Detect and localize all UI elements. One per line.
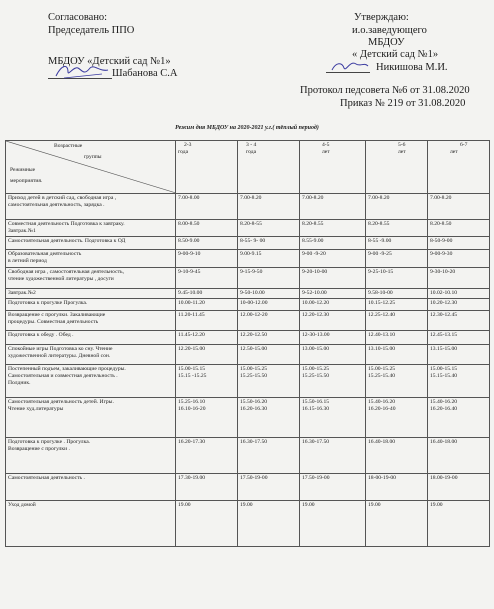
time-cell: 19.00 [238, 501, 300, 547]
time-cell: 15.50-16.15 16.15-16.30 [300, 398, 366, 438]
time-cell: 10.20-12.30 [428, 299, 490, 311]
activity-cell: Приход детей в детский сад, свободная игра , самостоятельная деятельность, зарядка . [6, 194, 176, 220]
activity-cell: Самостоятельная деятельность детей. Игры. Чтение худ.литературы [6, 398, 176, 438]
activity-cell: Подготовка к прогулке . Прогулка. Возвращение с прогулки . [6, 438, 176, 474]
left-org-name: МБДОУ «Детский сад №1» [48, 56, 171, 67]
time-cell: 12-30-13.00 [300, 331, 366, 345]
time-cell: 15.00-15.15 15.15 -15.25 [176, 365, 238, 398]
schedule-table [5, 140, 490, 547]
time-cell: 16.20-17.30 [176, 438, 238, 474]
time-cell: 10.15-12.25 [366, 299, 428, 311]
time-cell: 15.00-15.25 15.25-15.40 [366, 365, 428, 398]
time-cell: 7.00-8.20 [238, 194, 300, 220]
order-number: Приказ № 219 от 31.08.2020 [340, 98, 466, 109]
group-header-3: 4-5 лет [300, 141, 366, 194]
activity-cell: Подготовка к обеду . Обед . [6, 331, 176, 345]
time-cell: 19.00 [428, 501, 490, 547]
time-cell: 13.15-15.00 [428, 345, 490, 365]
time-cell: 7.00-8.20 [428, 194, 490, 220]
time-cell: 15.00-15.15 15.15-15.40 [428, 365, 490, 398]
time-cell: 10.00-12.20 [300, 299, 366, 311]
time-cell: 16.30-17.50 [300, 438, 366, 474]
time-cell: 13.10-15.00 [366, 345, 428, 365]
table-row [6, 299, 490, 311]
time-cell: 8.50-9.00 [176, 237, 238, 250]
time-cell: 15.00-15.25 15.25-15.50 [238, 365, 300, 398]
table-row [6, 365, 490, 398]
time-cell: 16.40-18.00 [428, 438, 490, 474]
time-cell: 19.00 [176, 501, 238, 547]
time-cell: 15.50-16.20 16.20-16.30 [238, 398, 300, 438]
table-row [6, 438, 490, 474]
corner-events-label: мероприятия. [10, 178, 43, 184]
time-cell: 12.50-15.00 [238, 345, 300, 365]
time-cell: 8-55 -9.00 [366, 237, 428, 250]
time-cell: 16.40-18.00 [366, 438, 428, 474]
table-row [6, 237, 490, 250]
group-header-4: 5-6 лет [366, 141, 428, 194]
time-cell: 12.20-12.30 [300, 311, 366, 331]
table-row [6, 345, 490, 365]
table-row [6, 474, 490, 501]
corner-header-cell [6, 141, 176, 194]
activity-cell: Подготовка к прогулке Прогулка. [6, 299, 176, 311]
time-cell: 8.20-8.55 [300, 220, 366, 237]
time-cell: 9-30-10-20 [428, 268, 490, 289]
table-row [6, 289, 490, 299]
activity-cell: Возвращение с прогулки. Закаливающие процедуры. Совместная деятельность [6, 311, 176, 331]
time-cell: 8.20-8-55 [238, 220, 300, 237]
time-cell: 12.20-12.50 [238, 331, 300, 345]
time-cell: 17.50-19-00 [238, 474, 300, 501]
time-cell: 19.00 [366, 501, 428, 547]
time-cell: 10-00-12.00 [238, 299, 300, 311]
time-cell: 12.30-12.45 [428, 311, 490, 331]
table-row [6, 268, 490, 289]
table-row [6, 398, 490, 438]
group-header-1: 2-3 года [176, 141, 238, 194]
time-cell: 9-20-10-00 [300, 268, 366, 289]
right-org-abbrev: МБДОУ [368, 37, 405, 48]
time-cell: 9.58-10-00 [366, 289, 428, 299]
time-cell: 12.20-15.00 [176, 345, 238, 365]
table-header-row [6, 141, 490, 194]
time-cell: 9-50-10.00 [238, 289, 300, 299]
corner-groups-label: группы [84, 154, 102, 160]
time-cell: 9-00 -9-25 [366, 250, 428, 268]
acting-head-title: и.о.заведующего [352, 25, 427, 36]
corner-age-label: Возрастные [54, 143, 83, 149]
table-row [6, 501, 490, 547]
time-cell: 9-52-10.00 [300, 289, 366, 299]
time-cell: 9.00-9.15 [238, 250, 300, 268]
time-cell: 9.45-10.00 [176, 289, 238, 299]
table-row [6, 250, 490, 268]
time-cell: 8.55-9.00 [300, 237, 366, 250]
activity-cell: Самостоятельная деятельность. Подготовка к ОД [6, 237, 176, 250]
time-cell: 19.00 [300, 501, 366, 547]
activity-cell: Постепенный подъем, закаливающие процедуры. Самостоятельная и совместная деятельность . Полдник. [6, 365, 176, 398]
time-cell: 15.40-16.20 16.20-16-40 [366, 398, 428, 438]
time-cell: 13.00-15.00 [300, 345, 366, 365]
time-cell: 7.00-8.20 [300, 194, 366, 220]
acting-head-name: Никишова М.И. [376, 62, 448, 73]
time-cell: 17.50-19-00 [300, 474, 366, 501]
time-cell: 7.00-8.00 [176, 194, 238, 220]
approval-label: Согласовано: [48, 12, 108, 23]
time-cell: 9-00 -9-20 [300, 250, 366, 268]
right-signature-scrawl [330, 58, 370, 74]
document-title: Режим дня МБДОУ на 2020-2021 у.г.( тёплый период) [175, 125, 319, 131]
activity-cell: Свободная игра , самостоятельная деятельность, чтение художественной литературы , досуги [6, 268, 176, 289]
time-cell: 9-15-9-50 [238, 268, 300, 289]
time-cell: 10.00-11.20 [176, 299, 238, 311]
activity-cell: Спокойные игры Подготовка ко сну. Чтение художественной литературы. Дневной сон. [6, 345, 176, 365]
activity-cell: Образовательная деятельность в летний период [6, 250, 176, 268]
time-cell: 12.40-13.10 [366, 331, 428, 345]
approve-label: Утверждаю: [354, 12, 409, 23]
left-signature-scrawl [54, 62, 112, 80]
time-cell: 7.00-8.20 [366, 194, 428, 220]
time-cell: 9-25-10-15 [366, 268, 428, 289]
time-cell: 8.20-8.50 [428, 220, 490, 237]
time-cell: 15.25-16.10 16.10-16-20 [176, 398, 238, 438]
time-cell: 18-00-19-00 [366, 474, 428, 501]
time-cell: 11.45-12.20 [176, 331, 238, 345]
activity-cell: Завтрак.№2 [6, 289, 176, 299]
time-cell: 9-00-9-30 [428, 250, 490, 268]
time-cell: 17.30-19.00 [176, 474, 238, 501]
group-header-5: 6-7 лет [428, 141, 490, 194]
group-header-2: 3 - 4 года [238, 141, 300, 194]
time-cell: 12.00-12-20 [238, 311, 300, 331]
activity-cell: Самостоятельная деятельность . [6, 474, 176, 501]
right-org-name: « Детский сад №1» [352, 49, 439, 60]
union-chair-title: Председатель ППО [48, 25, 135, 36]
council-protocol: Протокол педсовета №6 от 31.08.2020 [300, 85, 470, 96]
time-cell: 8.00-8.50 [176, 220, 238, 237]
time-cell: 16.30-17.50 [238, 438, 300, 474]
time-cell: 8-55- 9- 00 [238, 237, 300, 250]
corner-mode-label: Режимные [10, 167, 36, 173]
time-cell: 12.45-13.15 [428, 331, 490, 345]
time-cell: 18.00-19-00 [428, 474, 490, 501]
time-cell: 9-00-9-10 [176, 250, 238, 268]
time-cell: 10.02-10.10 [428, 289, 490, 299]
time-cell: 8-50-9-00 [428, 237, 490, 250]
time-cell: 9-10-9-45 [176, 268, 238, 289]
activity-cell: Уход домой [6, 501, 176, 547]
union-chair-name: Шабанова С.А [112, 68, 178, 79]
table-row [6, 220, 490, 237]
time-cell: 8.20-8.55 [366, 220, 428, 237]
time-cell: 15.00-15.25 15.25-15.50 [300, 365, 366, 398]
table-row [6, 311, 490, 331]
time-cell: 15.40-16.20 16.20-16.40 [428, 398, 490, 438]
time-cell: 12.25-12.40 [366, 311, 428, 331]
activity-cell: Совместная деятельность Подготовка к завтраку. Завтрак.№1 [6, 220, 176, 237]
table-row [6, 194, 490, 220]
table-row [6, 331, 490, 345]
time-cell: 11.20-11.45 [176, 311, 238, 331]
